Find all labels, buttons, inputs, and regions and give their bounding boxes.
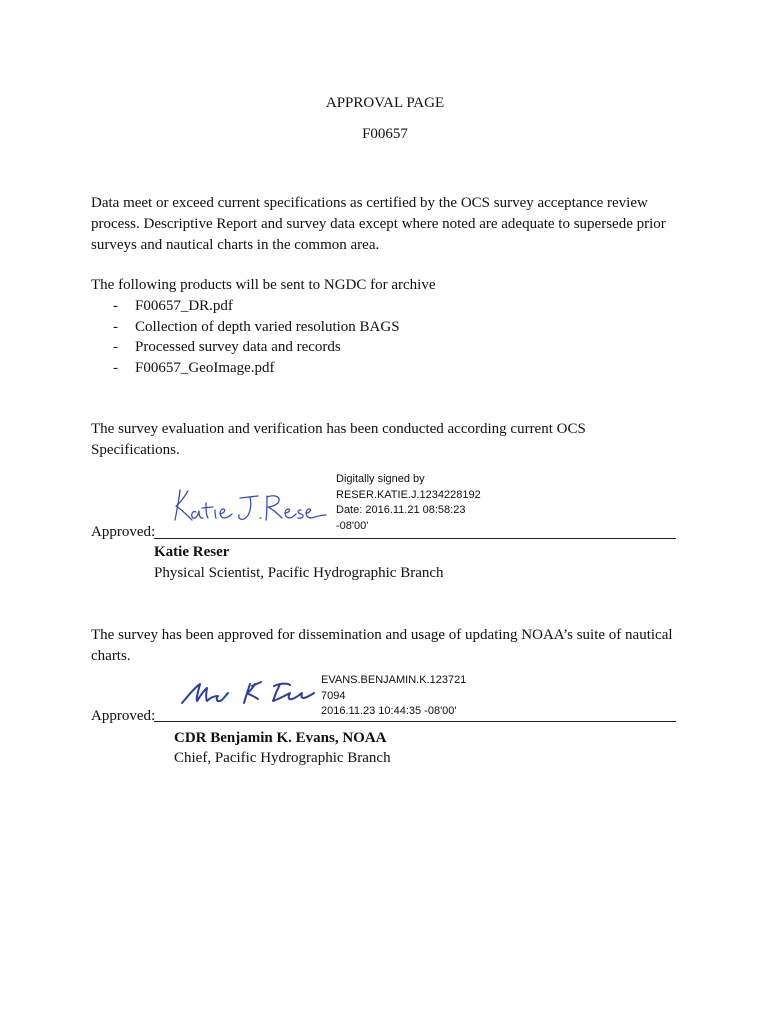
list-bullet: - xyxy=(113,298,118,314)
digital-signature-line: -08'00' xyxy=(336,519,369,532)
products-list xyxy=(113,296,400,378)
signer-name: CDR Benjamin K. Evans, NOAA xyxy=(174,730,387,746)
dissemination-statement: The survey has been approved for dissemination and usage of updating NOAA’s suite of nautical charts. xyxy=(91,627,673,664)
digital-signature-line: Digitally signed by xyxy=(336,473,425,485)
survey-id: F00657 xyxy=(362,126,408,142)
digital-signature-line: EVANS.BENJAMIN.K.123721 xyxy=(321,674,467,686)
approved-label: Approved: xyxy=(91,708,156,724)
signature-line xyxy=(154,721,676,722)
list-item xyxy=(113,358,400,379)
signer-name: Katie Reser xyxy=(154,544,230,560)
product-name: Collection of depth varied resolution BAGS xyxy=(135,318,400,335)
list-item xyxy=(113,296,400,317)
digital-signature-line: 7094 xyxy=(321,689,346,702)
digital-signature-line: 2016.11.23 10:44:35 -08'00' xyxy=(321,705,457,717)
product-name: Processed survey data and records xyxy=(135,339,341,355)
approved-label: Approved: xyxy=(91,524,156,540)
digital-signature-block-1 xyxy=(336,472,481,534)
certification-statement: Data meet or exceed current specifications as certified by the OCS survey acceptance review process. Descriptive Report and survey data except where noted are adequate to supersede prior surveys and nautical charts in the common area. xyxy=(91,195,666,253)
signer-title: Physical Scientist, Pacific Hydrographic Branch xyxy=(154,565,444,581)
signer-title: Chief, Pacific Hydrographic Branch xyxy=(174,750,391,766)
product-name: F00657_DR.pdf xyxy=(135,298,233,314)
list-bullet: - xyxy=(113,318,118,335)
evaluation-statement: The survey evaluation and verification has been conducted according current OCS Specifications. xyxy=(91,421,586,458)
digital-signature-line: RESER.KATIE.J.1234228192 xyxy=(336,488,481,501)
digital-signature-line: Date: 2016.11.21 08:58:23 xyxy=(336,504,466,516)
list-item xyxy=(113,337,400,358)
handwritten-signature-evans xyxy=(176,676,322,715)
products-intro: The following products will be sent to NGDC for archive xyxy=(91,277,436,293)
list-item xyxy=(113,317,400,338)
page-title: APPROVAL PAGE xyxy=(325,95,445,111)
handwritten-signature-reser xyxy=(168,482,330,531)
signature-line xyxy=(154,538,676,539)
product-name: F00657_GeoImage.pdf xyxy=(135,359,275,376)
list-bullet: - xyxy=(113,339,118,355)
list-bullet: - xyxy=(113,359,118,376)
digital-signature-block-2 xyxy=(321,673,466,720)
